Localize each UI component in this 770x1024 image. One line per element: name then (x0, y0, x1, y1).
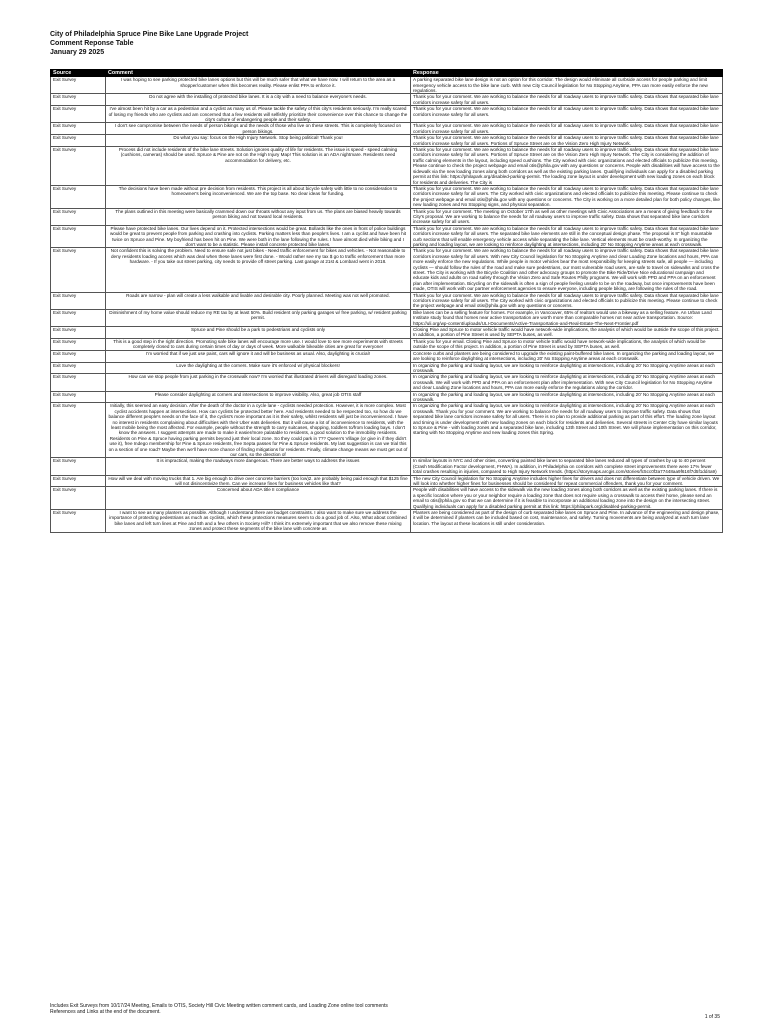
table-row (51, 185, 723, 208)
comment-cell: How can we stop people from just parking in the crosswalk now? I'm worried that illustrated drivers will disregard loading zones. (106, 374, 411, 391)
document-header (50, 30, 248, 57)
source-cell: Exit Survey (51, 123, 106, 135)
response-cell: In organizing the parking and loading layout, we are looking to reinforce daylighting at intersections, including 20' No Stopping Anytime areas at each crosswalk. (411, 391, 723, 403)
response-cell: In similar layouts in NYC and other cities, converting painted bike lanes to separated bike lanes reduced all types of crashes by up to 40 percent (Crash Modification Factor development, FHWA). In addition, in Philadelphia on corridors with complete street improvements there were 17% fewer total crashes resulting in injuries, compared to High Injury Network trends. (https://storymaps.arcgis.com/stories/fc5cc0f3a77448aa9f616f7d5f1dd4a9) (411, 458, 723, 475)
comment-cell: Process did not include residents of the bike lane streets. Solution ignores quality of life for residents. The issue is speed - speed calming (cushions, cameras) should be used. Spruce & Pine are not on the High Injury Map! This solution is an ADA nightmare. Residents need accommodation for delivery, etc. (106, 147, 411, 186)
response-cell: Planters are being considered as part of the design of curb separated bike lanes on Spruce and Pine. In advance of the engineering and design phase, it will be determined if planters can be included based on cost, maintenance, and safety. Turning movements are being analyzed at each turn lane location. The layout at these locations is still under consideration. (411, 510, 723, 533)
comment-cell: Not confident this is solving the problem. Need to ensure safe not just bikes - Need traffic enforcement for bikes and vehicles. - Not reasonable to deny residents loading access which was deal when these lanes were first done. - Would rather see my tax $ go to traffic enforcement than more hardware. - If you take out street parking, city needs to provide off street parking. Last garage at 21st & Lombard went in 2018. (106, 248, 411, 292)
comment-cell: The plans outlined in this meeting were basically crammed down our throats without any input from us. The plans are biased heavily towards person biking and not toward local residents. (106, 208, 411, 225)
response-cell: Thank you for your comment. We are working to balance the needs for all roadway users to improve traffic safety. Data shows that separated bike lane corridors increase safety for all users. The separated bike lane elements are still in the conceptual design phase. The proposal is 8" high mountable curb sections that will enable emergency vehicle access while separating the bike lane. Vertical elements must be crash-worthy. In organizing the parking and loading layout, we are looking to reinforce daylighting at intersections, including 20' No Stopping Anytime areas at each crosswalk. (411, 225, 723, 248)
table-row (51, 123, 723, 135)
response-cell: People with disabilities will have access to the sidewalk via the new loading zones along both corridors as well as the existing parking lanes. If there is a specific location where you or your neighbor require a loading zone that does not require using a crosswalk to access their home, please send an email to otis@phila.gov so that we can determine if it is feasible to incorporate an additional loading zone into the design on the intersecting street. Qualifying individuals can apply for a disabled parking permit at this link: https://philapark.org/disabled-parking-permit. (411, 487, 723, 510)
table-row (51, 374, 723, 391)
response-cell: In organizing the parking and loading layout, we are looking to reinforce daylighting at intersections, including 20' No Stopping Anytime areas at each crosswalk. We will work with PPD and PPA on an enforcement plan after implementation. With new City Council legislation for No Stopping Anytime and clear Loading Zone locations and hours, PPA can more easily enforce the regulations along the corridor. (411, 374, 723, 391)
source-cell: Exit Survey (51, 327, 106, 339)
response-cell: Bike lanes can be a selling feature for homes. For example, in Vancouver, 65% of realtors would use a bikeway as a selling feature. An Urban Land Institute study found that homes near active transportation are worth more than comparable homes not near active transportation. Source: https://uli.org/wp-content/uploads/ULI-Documents/Active-Transportation-and-Real-Estate-The-Next-Frontier.pdf (411, 309, 723, 326)
table-row (51, 338, 723, 350)
table-header-row (51, 70, 723, 77)
comment-cell: Love the daylighting at the corners. Make sure it's enforced w/ physical blockers! (106, 362, 411, 374)
response-cell: In organizing the parking and loading layout, we are looking to reinforce daylighting at intersections, including 20' No Stopping Anytime areas at each crosswalk. (411, 362, 723, 374)
source-cell: Exit Survey (51, 292, 106, 309)
source-cell: Exit Survey (51, 391, 106, 403)
response-cell: Thank you for your comment. We are working to balance the needs for all roadway users to improve traffic safety. Data shows that separated bike lane corridors increase safety for all users. Portions of Spruce Street are on the Vision Zero High Injury Network. The City is considering the addition of traffic calming elements in the layout, including speed cushions. The City worked with civic organizations and elected officials to publicize this meeting. Please continue to check the project webpage and email otis@phila.gov with any questions or concerns. People with disabilities will have access to the sidewalk via the new loading zones along both corridors as well as the existing parking lanes. Qualifying individuals can apply for a disabled parking permit at this link: https://philapark.org/disabled-parking-permit. The loading zone layout is under development with new loading zones on each block for residents and deliveries. The City is (411, 147, 723, 186)
comment-cell: Spruce and Pine should be a park to pedestrians and cyclists only (106, 327, 411, 339)
comment-cell: Roads are narrow - plan will create a less walkable and livable and desirable city. Poorly planned. Meeting was not well promoted. (106, 292, 411, 309)
comment-cell: I want to see as many planters as possible. Although I understand there are budget constraints. I also want to make sure we address the importance of protecting pedestrians as much as cyclists, which these protections measures seem to do a good job of. Also, What about combined bike lanes and left turn lines at Pine and 5th and a few others in Society Hill? I think it's extremely important that we also remove these mixing zones and protect these segments of the bike lane with concrete as (106, 510, 411, 533)
comment-cell: Initially, this seemed an easy decision. After the death of the doctor in a cycle lane - cyclists needed protection. However, it is more complex. Most cyclist accidents happen at intersections. How can cyclists be protected better here. And residents needed to be respected too, so how do we balance different people's needs on the face of it, the cyclist's more important as it is their safety, whilst residents will just be inconvenienced. I have no interest in residents complaining about difficulties with their Uber eats deliveries. But it will cause a lot of inconvenience to residents, with the least mobile being the most affected. For example, people without the strength to carry suitcases, shopping, toddlers to/from loading bays. I don't know the answers. I suggest attempts are made to make it easier/more palatable to residents, a good solution to the immobility residents. Residents on Pine & Spruce having parking permits beyond just their local zone. So they could park in 7?? Queen's Village (or give in if they didn't use it), free Indego membership for Pine & Spruce residents, free Septa passes for Pine & Spruce residents. My last suggestion is can we trial this on a section of one road? Maybe then we'll have more chance of finding mitigations for residents. Finally, climate change means we must get out of our cars, so the direction of (106, 403, 411, 458)
source-cell: Exit Survey (51, 225, 106, 248)
table-row (51, 225, 723, 248)
footer-note-line-1: Includes Exit Surveys from 10/17/24 Meeting, Emails to OTIS, Society Hill Civic Meeting written comment cards, and Loading Zone online tool comments (50, 1003, 388, 1009)
footer-note (50, 1003, 388, 1015)
comment-cell: I was hoping to see parking protected bike lanes options but this will be much safer that what we have now. I will return to the area as a shopper/customer when this becomes reality. Please enlist PPA to enforce it. (106, 77, 411, 94)
comment-cell: Please consider daylighting at corners and intersections to improve visibility. Also, great job OTIS staff (106, 391, 411, 403)
source-cell: Exit Survey (51, 362, 106, 374)
comment-response-table (50, 69, 723, 533)
source-cell: Exit Survey (51, 309, 106, 326)
table-row (51, 391, 723, 403)
source-cell: Exit Survey (51, 510, 106, 533)
source-cell: Exit Survey (51, 475, 106, 487)
response-cell: Thank you for your comment. We are working to balance the needs for all roadway users to improve traffic safety. Data shows that separated bike lane corridors increase safety for all users. Portions of Spruce Street are on the Vision Zero High Injury Network. (411, 135, 723, 147)
comment-cell: Do what you say: focus on the High Injury Network. Stop being political! Thank you! (106, 135, 411, 147)
page-number: 1 of 35 (704, 1014, 720, 1020)
table-row (51, 475, 723, 487)
source-cell: Exit Survey (51, 374, 106, 391)
source-cell: Exit Survey (51, 458, 106, 475)
table-row (51, 77, 723, 94)
comment-cell: It is impractical, making the roadways more dangerous. There are better ways to address the issues (106, 458, 411, 475)
table-row (51, 309, 723, 326)
document-title: City of Philadelphia Spruce Pine Bike Lane Upgrade Project (50, 31, 249, 38)
table-row (51, 248, 723, 292)
response-cell: Thank you for your email. Closing Pine and Spruce to motor vehicle traffic would have network-wide implications, the analysis of which would be outside the scope of this project. In addition, a portion of Pine Street is used by SEPTA buses, as well. (411, 338, 723, 350)
table-row (51, 147, 723, 186)
source-cell: Exit Survey (51, 185, 106, 208)
response-cell: Closing Pine and Spruce to motor vehicle traffic would have network-wide implications, the analysis of which would be outside the scope of this project. In addition, a portion of Pine Street is used by SEPTA buses, as well. (411, 327, 723, 339)
source-cell: Exit Survey (51, 135, 106, 147)
response-cell: Concrete curbs and planters are being considered to upgrade the existing paint-buffered bike lanes. In organizing the parking and loading layout, we are looking to reinforce daylighting at intersections, including 20' No Stopping Anytime areas at each crosswalk. (411, 350, 723, 362)
source-cell: Exit Survey (51, 403, 106, 458)
comment-cell: Concerned about ADA title II compliance (106, 487, 411, 510)
comment-cell: Diminishment of my home value should reduce my RE tax by at least 50%. Build resident only parking garages w/ free parking, w/ resident parking permit. (106, 309, 411, 326)
document-subtitle: Comment Reponse Table (50, 40, 134, 47)
table-row (51, 487, 723, 510)
table-row (51, 94, 723, 106)
response-cell: The new City Council legislation for No Stopping Anytime includes higher fines for drivers and does not differentiate between type of vehicle driven. We will look into whether higher fines for businesses should be considered for repeat commercial offenders, thank you for your comment. (411, 475, 723, 487)
comment-cell: How will we deal with moving trucks that 1. Are big enough to drive over concrete barriers (too low)2. are probably being paid enough that $125 fine will not disincentivize them. Can we increase fines for business vehicles like that? (106, 475, 411, 487)
source-cell: Exit Survey (51, 208, 106, 225)
response-cell: Thank you for your comment. We are working to balance the needs for all roadway users to improve traffic safety. Data shows that separated bike lane corridors increase safety for all users. The City worked with civic organizations and elected officials to publicize this meeting. Please continue to check the project webpage and email otis@phila.gov with any questions or concerns. The City is working on a more detailed plan for both policy changes, like new loading zones and No Stopping signs, and physical separation. (411, 185, 723, 208)
column-header-comment: Comment (106, 70, 411, 77)
comment-cell: I don't see compromise between the needs of person bikings and the needs of those who live on these streets. This is completely focused on person bikings. (106, 123, 411, 135)
source-cell: Exit Survey (51, 147, 106, 186)
source-cell: Exit Survey (51, 487, 106, 510)
source-cell: Exit Survey (51, 106, 106, 123)
comment-cell: Do not agree with the installing of protected bike lanes. It is a city with a need to balance everyone's needs. (106, 94, 411, 106)
comment-cell: This is a good step in the right direction. Promoting safe bike lanes will encourage more use. I would love to see more experiments with streets completely closed to cars during certain times of day or days of week. More walkable bikeable cities are great for everyone! (106, 338, 411, 350)
source-cell: Exit Survey (51, 350, 106, 362)
response-cell: Thank you for your comment. We are working to balance the needs for all roadway users to improve traffic safety. Data shows that separated bike lane corridors increase safety for all users. (411, 106, 723, 123)
document-date: January 29 2025 (50, 49, 105, 56)
footer-note-line-2: References and Links at the end of the document. (50, 1009, 161, 1015)
table-row (51, 106, 723, 123)
response-cell: Thank you for your comment. We are working to balance the needs for all roadway users to improve traffic safety. Data shows that separated bike lane corridors increase safety for all users. The City worked with civic organizations and elected officials to publicize this meeting. Please continue to check the project webpage and email otis@phila.gov with any questions or concerns. (411, 292, 723, 309)
response-cell: Thank you for your comment. We are working to balance the needs for all roadway users to improve traffic safety. Data shows that separated bike lane corridors increase safety for all users. (411, 123, 723, 135)
source-cell: Exit Survey (51, 248, 106, 292)
table-row (51, 135, 723, 147)
source-cell: Exit Survey (51, 94, 106, 106)
table-row (51, 292, 723, 309)
column-header-source: Source (51, 70, 106, 77)
comment-cell: The decisions have been made without pre decision from residents. This project is all about bicycle safety with little to no consideration to homeowner's being inconvenienced. We are the top base. No clear ideas for funding. (106, 185, 411, 208)
table-row (51, 510, 723, 533)
table-body (51, 77, 723, 533)
response-cell: In organizing the parking and loading layout, we are looking to reinforce daylighting at intersections, including 20' No Stopping Anytime areas at each crosswalk. Thank you for your comment. We are working to balance the needs for all roadway users to improve traffic safety. Data shows that separated bike lane corridors increase safety for all users. There is no plan to provide additional parking as part of this effort. The loading zone layout and timing is under development with new loading zones on each block for residents and deliveries. Several streets in Center City have similar layouts to Spruce & Pine - with loading zones and a separated bike lane, including 13th Street and 10th Street. We will phase implementation on this corridor, starting with No Stopping Anytime and new loading zones this Spring. (411, 403, 723, 458)
table-row (51, 327, 723, 339)
table-row (51, 350, 723, 362)
table-row (51, 208, 723, 225)
response-cell: Thank you for your comment. We are working to balance the needs for all roadway users to improve traffic safety. Data shows that separated bike lane corridors increase safety for all users. (411, 94, 723, 106)
source-cell: Exit Survey (51, 77, 106, 94)
table-row (51, 458, 723, 475)
source-cell: Exit Survey (51, 338, 106, 350)
response-cell: Thank you for your comment. The meeting on October 17th as well as other meetings with Civic Associations are a means of giving feedback to the City's proposal. We are working to balance the needs for all roadway users to improve traffic safety. Data shows that separated bike lane corridors increase safety for all users. (411, 208, 723, 225)
comment-cell: Please have protected bike lanes. Our lives depend on it. Protected intersections would be great. Bollards like the ones in front of police buildings would be great to prevent people from parking and crashing into cyclists. Parking matters less than people's lives. I am a cyclist and have been hit twice on Spruce and Pine. My boyfriend has been hit on Pine. We were both in the lane following the rules. I have almost died while biking and I don't want to be a statistic. Please install concrete protected bike lanes. (106, 225, 411, 248)
table-row (51, 362, 723, 374)
table-row (51, 403, 723, 458)
column-header-response: Response (411, 70, 723, 77)
comment-cell: I'm worried that if we just use paint, cars will ignore it and will be business as usual. Also, daylighting is crucial! (106, 350, 411, 362)
response-cell: A parking separated bike lane design is not an option for this corridor. The design would eliminate all curbside access for people parking and limit emergency vehicle access to the bike lane curb. With new City Council legislation for No Stopping Anytime, PPA can more easily enforce the new regulations. (411, 77, 723, 94)
comment-cell: I've almost been hit by a car as a pedestrian and a cyclist as many us of. Please tackle the safety of this city's residents seriously. I'm really scared of losing my friends who are cyclists and am concerned that a few residents will selfishly prioritize their convenience over this chance to change the city's culture of endangering people and their safety. (106, 106, 411, 123)
response-cell: Thank you for your comment. We are working to balance the needs for all roadway users to improve traffic safety. Data shows that separated bike lane corridors increase safety for all users. With new City Council legislation for No Stopping Anytime and clear Loading Zone locations and hours, PPA can more easily enforce the new regulations. While people in motor vehicles bear the most responsibility for keeping streets safe, all people — including cyclists — should follow the rules of the road and make sure pedestrians, our most vulnerable road users, are safe to travel on sidewalks and cross the street. The City is working with the Bicycle Coalition and other advocacy groups to promote the Bike Ride/Drive Nice educational campaign and educate kids and adults on road safety through the Vision Zero and Safe Routes Philly programs. We will work with PPD and PPA on an enforcement plan after implementation. Bicycling on the sidewalk is often a sign of people feeling unsafe to be on the roadway, but once improvements have been made, OTIS will work with our partner enforcement agencies to ensure everyone, including people biking, are following the rules of the road. (411, 248, 723, 292)
